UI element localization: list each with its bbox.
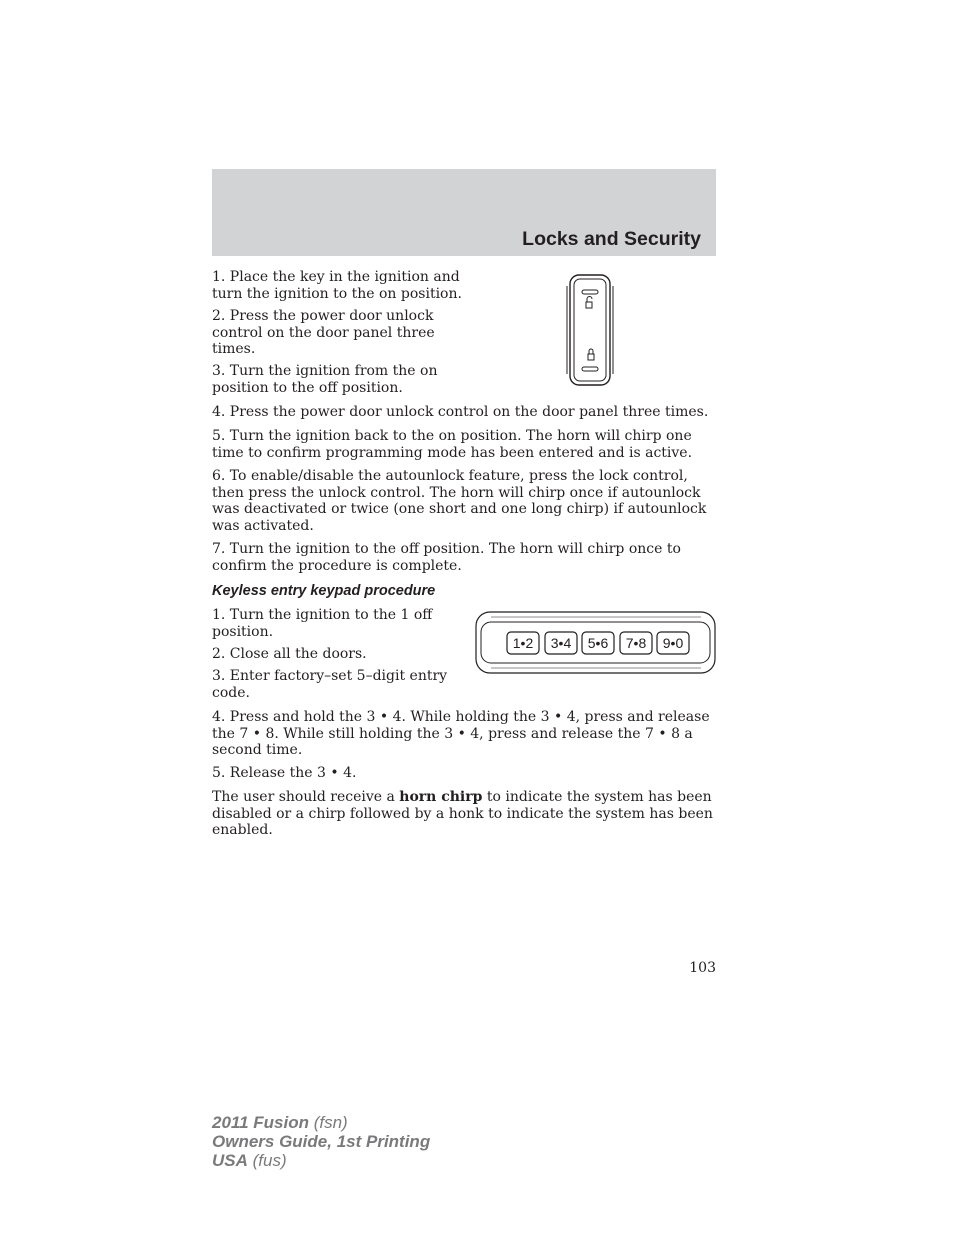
result-suffix: to indicate the system has been disabled or a chirp followed by a honk to indicate the system has been enabled. [212,789,713,838]
svg-text:5•6: 5•6 [587,635,609,651]
keypad-step-4: 4. Press and hold the 3 • 4. While holding the 3 • 4, press and release the 7 • 8. While still holding the 3 • 4, press and release the 7 • 8 a second time. [212,709,710,758]
step-4: 4. Press the power door unlock control on the door panel three times. [212,404,709,420]
keypad-step-5: 5. Release the 3 • 4. [212,765,357,781]
svg-text:1•2: 1•2 [512,635,534,651]
result-bold: horn chirp [399,789,483,805]
keypad-button-1-2 [507,632,539,654]
step-6: 6. To enable/disable the autounlock feature, press the lock control, then press the unlock control. The horn will chirp once if autounlock was deactivated or twice (one short and one long chirp) if autounlock was activated. [212,468,707,534]
keypad-result-paragraph [212,789,718,839]
page-number: 103 [689,960,716,976]
keypad-button-7-8 [620,632,652,654]
keypad-button-3-4 [545,632,577,654]
step-1: 1. Place the key in the ignition and turn the ignition to the on position. [212,269,462,302]
keyless-entry-keypad-icon [475,611,717,675]
footer-market: USA [212,1151,248,1170]
section-title: Locks and Security [522,228,701,250]
keypad-step-1: 1. Turn the ignition to the 1 off position. [212,607,433,640]
keypad-section-heading: Keyless entry keypad procedure [212,583,436,599]
step-5: 5. Turn the ignition back to the on position. The horn will chirp one time to confirm programming mode has been entered and is active. [212,428,693,461]
result-prefix: The user should receive a [212,789,400,805]
keypad-button-9-0 [657,632,689,654]
step-7: 7. Turn the ignition to the off position. The horn will chirp once to confirm the procedure is complete. [212,541,681,574]
keypad-button-5-6 [582,632,614,654]
step-3: 3. Turn the ignition from the on position to the off position. [212,363,438,396]
keypad-step-2: 2. Close all the doors. [212,646,367,662]
step-2: 2. Press the power door unlock control on the door panel three times. [212,308,435,357]
svg-text:7•8: 7•8 [625,635,647,651]
footer-model-code: (fsn) [309,1113,348,1132]
section-header [212,169,716,256]
footer-guide: Owners Guide, 1st Printing [212,1132,431,1151]
footer-model: 2011 Fusion [212,1113,309,1132]
document-footer [212,1113,430,1170]
keypad-buttons [507,632,689,654]
keypad-step-3: 3. Enter factory–set 5–digit entry code. [212,668,448,701]
footer-market-code: (fus) [247,1151,287,1170]
door-lock-unlock-switch-icon [564,272,616,388]
svg-text:3•4: 3•4 [550,635,572,651]
svg-text:9•0: 9•0 [662,635,684,651]
